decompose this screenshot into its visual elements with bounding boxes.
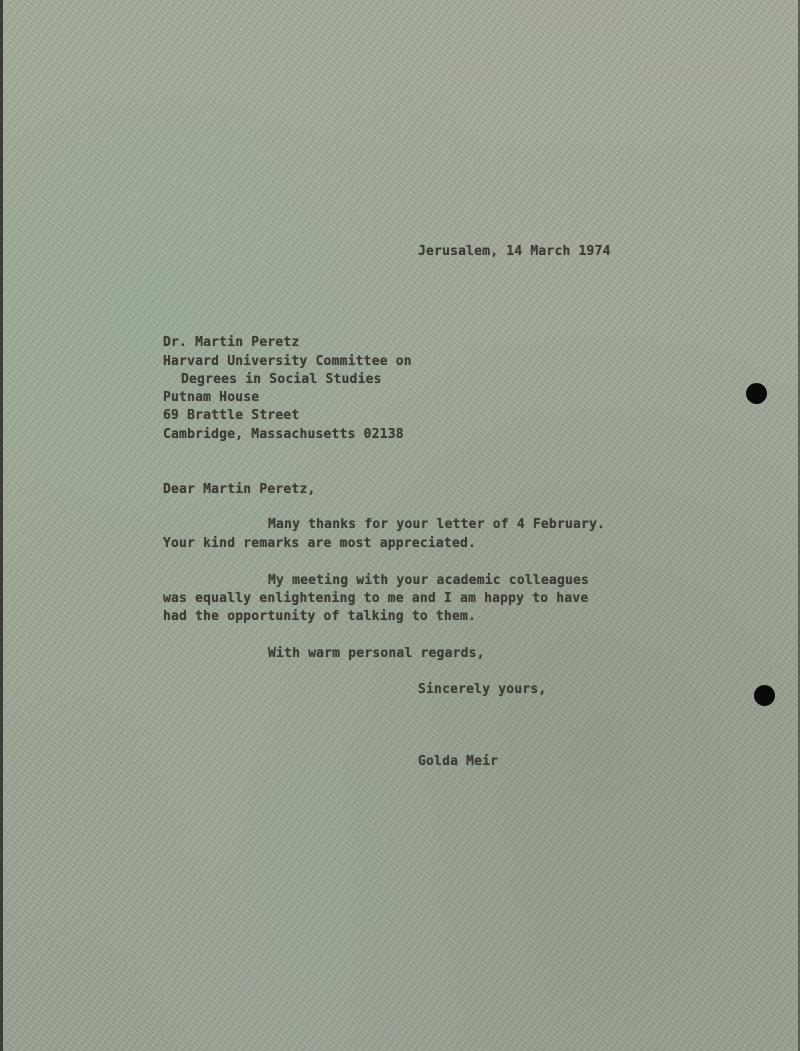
paragraph2-line3: had the opportunity of talking to them. xyxy=(163,609,477,624)
recipient-name: Dr. Martin Peretz xyxy=(163,335,300,350)
paragraph1-line1: Many thanks for your letter of 4 February. xyxy=(268,517,606,532)
paragraph2-line2: was equally enlightening to me and I am happy to have xyxy=(163,591,589,606)
punch-hole-upper xyxy=(746,383,767,404)
regards-line: With warm personal regards, xyxy=(268,646,485,661)
signature-name: Golda Meir xyxy=(418,754,499,769)
paragraph2-line1: My meeting with your academic colleagues xyxy=(268,573,590,588)
scan-edge-left xyxy=(0,0,3,1051)
recipient-street: 69 Brattle Street xyxy=(163,408,300,423)
dateline: Jerusalem, 14 March 1974 xyxy=(418,244,611,259)
recipient-city: Cambridge, Massachusetts 02138 xyxy=(163,427,404,442)
recipient-org-line2: Degrees in Social Studies xyxy=(181,372,382,387)
paragraph1-line2: Your kind remarks are most appreciated. xyxy=(163,536,477,551)
recipient-org-line1: Harvard University Committee on xyxy=(163,354,412,369)
salutation: Dear Martin Peretz, xyxy=(163,482,316,497)
recipient-building: Putnam House xyxy=(163,390,260,405)
punch-hole-lower xyxy=(754,685,775,706)
closing: Sincerely yours, xyxy=(418,682,547,697)
